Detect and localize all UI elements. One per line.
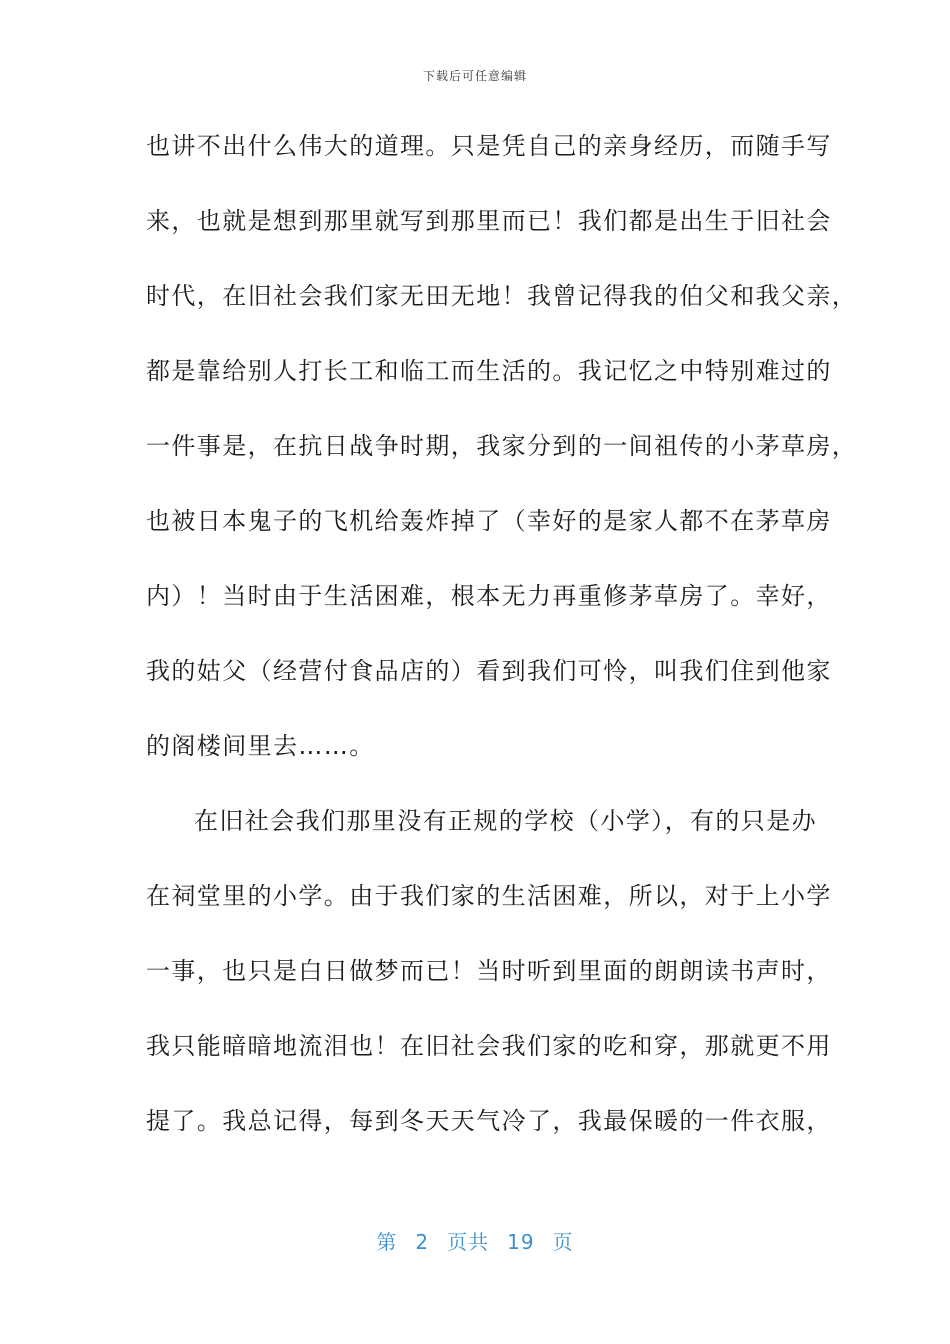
header-note: 下载后可任意编辑 xyxy=(422,69,527,83)
footer-suffix: 页 xyxy=(552,1230,574,1254)
text-line: 提了。我总记得，每到冬天天气冷了，我最保暖的一件衣服， xyxy=(146,1107,832,1135)
text-line: 在旧社会我们那里没有正规的学校（小学），有的只是办 xyxy=(194,807,817,835)
text-line: 我的姑父（经营付食品店的）看到我们可怜，叫我们住到他家 xyxy=(146,657,832,685)
text-line: 时代，在旧社会我们家无田无地！我曾记得我的伯父和我父亲， xyxy=(146,282,858,310)
total-pages-number: 19 xyxy=(507,1230,535,1254)
text-line: 都是靠给别人打长工和临工而生活的。我记忆之中特别难过的 xyxy=(146,357,832,385)
text-line: 也被日本鬼子的飞机给轰炸掉了（幸好的是家人都不在茅草房 xyxy=(146,507,832,535)
text-line: 来，也就是想到那里就写到那里而已！我们都是出生于旧社会 xyxy=(146,207,832,235)
page-footer xyxy=(0,1226,950,1255)
text-line: 在祠堂里的小学。由于我们家的生活困难，所以，对于上小学 xyxy=(146,882,832,910)
text-line: 我只能暗暗地流泪也！在旧社会我们家的吃和穿，那就更不用 xyxy=(146,1032,832,1060)
footer-middle: 页共 xyxy=(447,1230,490,1254)
text-line: 一件事是，在抗日战争时期，我家分到的一间祖传的小茅草房， xyxy=(146,432,858,460)
text-line: 的阁楼间里去……。 xyxy=(146,732,375,760)
current-page-number: 2 xyxy=(415,1230,430,1254)
text-line: 内）！当时由于生活困难，根本无力再重修茅草房了。幸好， xyxy=(146,582,832,610)
body-text xyxy=(146,126,858,1176)
text-line: 一事，也只是白日做梦而已！当时听到里面的朗朗读书声时， xyxy=(146,957,832,985)
footer-prefix: 第 xyxy=(376,1230,398,1254)
text-line: 也讲不出什么伟大的道理。只是凭自己的亲身经历，而随手写 xyxy=(146,132,832,160)
